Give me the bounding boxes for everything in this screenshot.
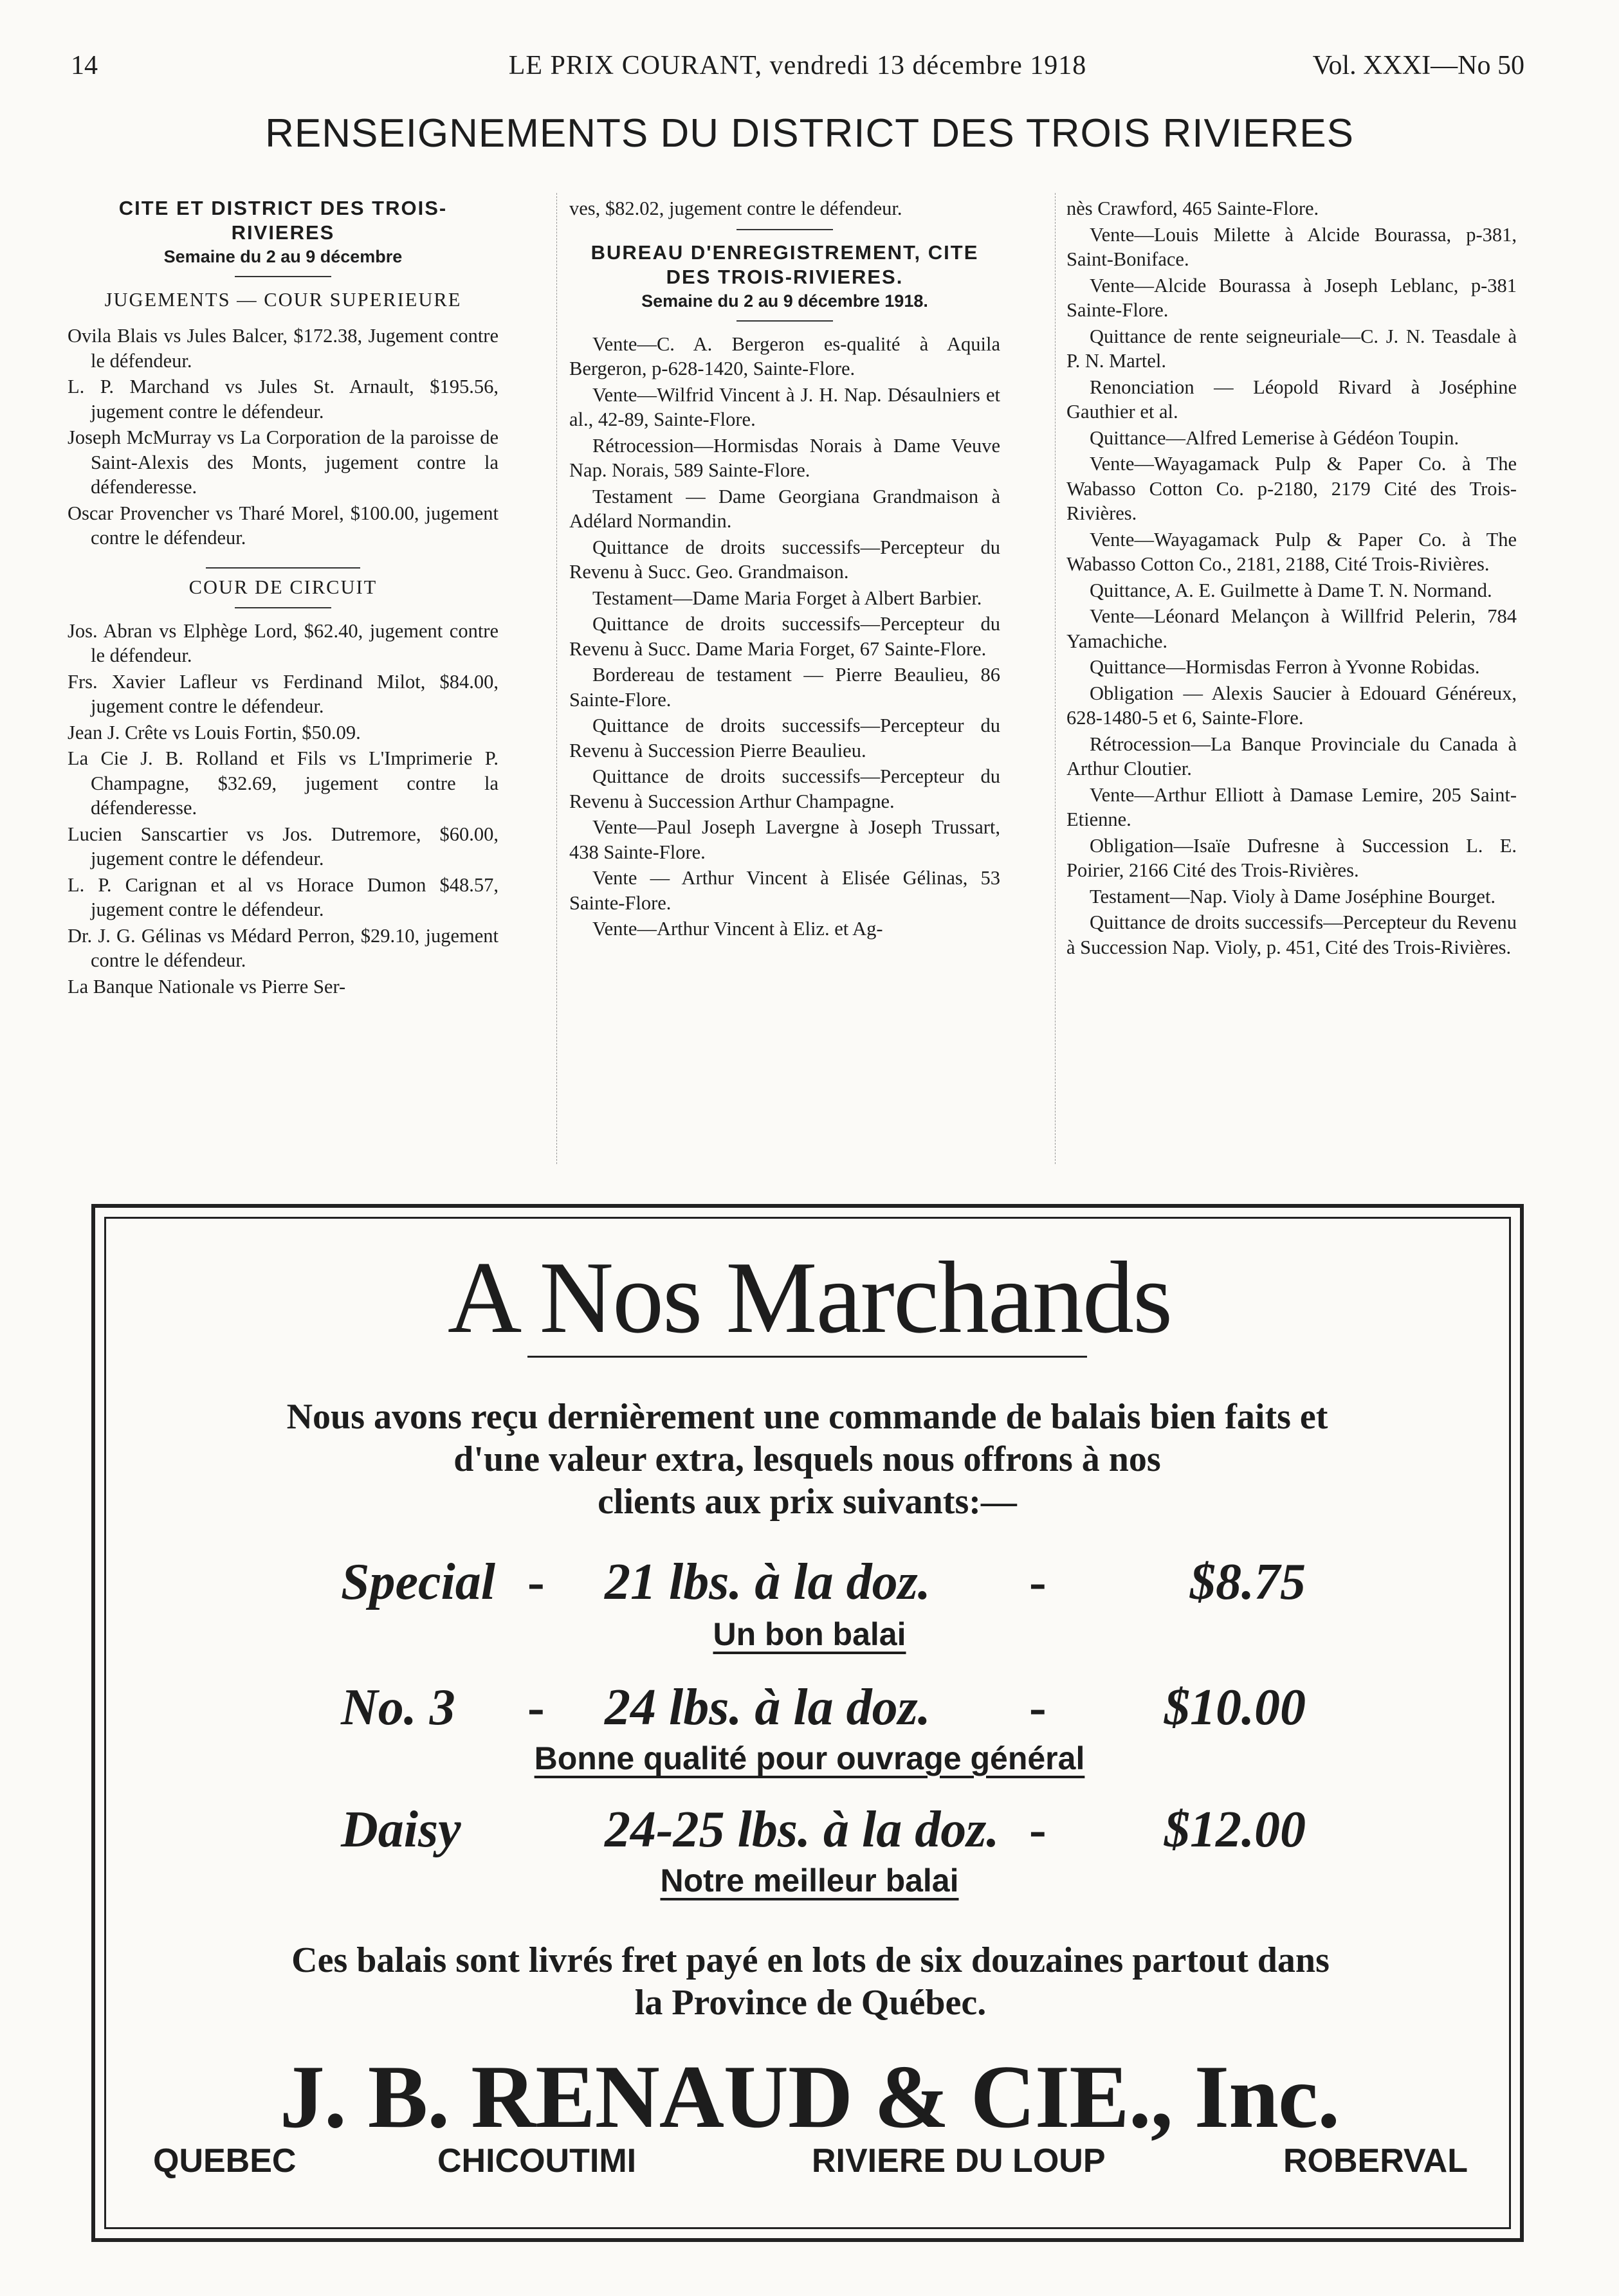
separator-dash: -	[527, 1679, 545, 1736]
column-divider	[556, 193, 557, 1164]
list-item: Lucien Sanscartier vs Jos. Dutremore, $60.00, jugement contre le défendeur.	[68, 823, 499, 870]
city-name: RIVIERE DU LOUP	[812, 2142, 1106, 2180]
city-name: QUEBEC	[153, 2142, 297, 2180]
list-item: Vente—Paul Joseph Lavergne à Joseph Trussart, 438 Sainte-Flore.	[569, 816, 1000, 863]
price-row	[302, 1801, 1306, 1865]
ad-footer-line: la Province de Québec.	[634, 1983, 987, 2023]
product-name: No. 3	[341, 1679, 455, 1736]
list-item: Renonciation — Léopold Rivard à Joséphine Gauthier et al.	[1066, 376, 1517, 423]
ad-intro-line: clients aux prix suivants:—	[598, 1482, 1017, 1522]
product-description	[0, 1616, 1619, 1653]
list-item: Obligation—Isaïe Dufresne à Succession L. E. Poirier, 2166 Cité des Trois-Rivières.	[1066, 834, 1517, 881]
company-name: J. B. RENAUD & CIE., Inc.	[279, 2047, 1340, 2147]
column-1	[68, 196, 499, 1000]
list-item: Jos. Abran vs Elphège Lord, $62.40, jugement contre le défendeur.	[68, 619, 499, 666]
separator-dash: -	[1029, 1801, 1047, 1858]
list-item: Rétrocession—La Banque Provinciale du Canada à Arthur Cloutier.	[1066, 733, 1517, 779]
list-item: Vente—Alcide Bourassa à Joseph Leblanc, p-381 Sainte-Flore.	[1066, 274, 1517, 321]
list-item: Vente—C. A. Bergeron es-qualité à Aquila Bergeron, p-628-1420, Sainte-Flore.	[569, 333, 1000, 379]
ad-intro-line: Nous avons reçu dernièrement une commande de balais bien faits et	[286, 1397, 1328, 1437]
list-item: Quittance de droits successifs—Percepteur du Revenu à Succession Pierre Beaulieu.	[569, 715, 1000, 761]
list-item: Obligation — Alexis Saucier à Edouard Généreux, 628-1480-5 et 6, Sainte-Flore.	[1066, 682, 1517, 729]
column-3	[1066, 196, 1517, 961]
list-item: Vente—Léonard Melançon à Willfrid Pelerin, 784 Yamachiche.	[1066, 605, 1517, 652]
list-item: Vente—Wayagamack Pulp & Paper Co. à The Wabasso Cotton Co., 2181, 2188, Cité Trois-Rivières.	[1066, 528, 1517, 575]
price-row	[302, 1553, 1306, 1617]
list-item: Dr. J. G. Gélinas vs Médard Perron, $29.10, jugement contre le défendeur.	[68, 924, 499, 971]
list-item: Quittance de rente seigneuriale—C. J. N. Teasdale à P. N. Martel.	[1066, 325, 1517, 372]
list-item: Quittance—Hormisdas Ferron à Yvonne Robidas.	[1090, 656, 1480, 678]
product-description	[0, 1862, 1619, 1899]
divider	[235, 607, 331, 608]
divider	[736, 320, 833, 322]
product-weight: 24 lbs. à la doz.	[605, 1679, 931, 1736]
list-item: Quittance de droits successifs—Percepteur du Revenu à Succ. Dame Maria Forget, 67 Sainte-Flore.	[569, 613, 1000, 660]
list-item: La Cie J. B. Rolland et Fils vs L'Imprimerie P. Champagne, $32.69, jugement contre la défenderesse.	[68, 747, 499, 819]
page-number: 14	[71, 51, 98, 80]
product-description	[0, 1740, 1619, 1777]
product-price: $10.00	[1164, 1679, 1306, 1736]
subheading: COUR DE CIRCUIT	[188, 576, 378, 598]
list-item: Testament—Dame Maria Forget à Albert Barbier.	[592, 587, 982, 609]
subheading: JUGEMENTS — COUR SUPERIEURE	[104, 289, 462, 311]
list-item: L. P. Marchand vs Jules St. Arnault, $195.56, jugement contre le défendeur.	[68, 376, 499, 423]
list-item: Vente — Arthur Vincent à Elisée Gélinas, 53 Sainte-Flore.	[569, 867, 1000, 914]
product-description-text: Bonne qualité pour ouvrage général	[534, 1740, 1085, 1776]
product-description-text: Un bon balai	[713, 1616, 906, 1652]
page-title: RENSEIGNEMENTS DU DISTRICT DES TROIS RIVIERES	[265, 111, 1354, 156]
masthead: LE PRIX COURANT, vendredi 13 décembre 1918	[508, 51, 1087, 80]
list-item: Quittance, A. E. Guilmette à Dame T. N. Normand.	[1090, 579, 1492, 601]
list-item: Frs. Xavier Lafleur vs Ferdinand Milot, $84.00, jugement contre le défendeur.	[68, 670, 499, 717]
list-item: Oscar Provencher vs Tharé Morel, $100.00, jugement contre le défendeur.	[68, 502, 499, 549]
ad-title-rule	[527, 1356, 1087, 1358]
ad-intro	[122, 1396, 1492, 1523]
product-name: Special	[341, 1554, 495, 1610]
section-heading: BUREAU D'ENREGISTREMENT, CITE DES TROIS-RIVIERES.	[590, 241, 979, 288]
list-item: Quittance de droits successifs—Percepteur du Revenu à Succ. Geo. Grandmaison.	[569, 536, 1000, 583]
section-heading: CITE ET DISTRICT DES TROIS-RIVIERES	[118, 197, 448, 244]
list-item: Vente—Louis Milette à Alcide Bourassa, p-381, Saint-Boniface.	[1066, 223, 1517, 270]
page-header	[71, 50, 1524, 89]
volume-number: Vol. XXXI—No 50	[1312, 51, 1524, 80]
separator-dash: -	[1029, 1679, 1047, 1736]
ad-footer-text	[135, 1939, 1486, 2024]
list-item: Testament — Dame Georgiana Grandmaison à Adélard Normandin.	[569, 485, 1000, 532]
list-item: Vente—Arthur Vincent à Eliz. et Ag-	[592, 918, 883, 940]
price-row	[302, 1679, 1306, 1743]
separator-dash: -	[527, 1554, 545, 1610]
section-dates: Semaine du 2 au 9 décembre	[163, 247, 403, 266]
product-description-text: Notre meilleur balai	[660, 1863, 959, 1899]
separator-dash: -	[1029, 1554, 1047, 1610]
list-item: Jean J. Crête vs Louis Fortin, $50.09.	[68, 721, 361, 743]
column-divider	[1055, 193, 1056, 1164]
ad-footer-line: Ces balais sont livrés fret payé en lots de six douzaines partout dans	[291, 1940, 1330, 1980]
list-item: Vente—Arthur Elliott à Damase Lemire, 205 Saint-Etienne.	[1066, 783, 1517, 830]
column-2	[569, 196, 1000, 943]
continued-text: ves, $82.02, jugement contre le défendeur.	[569, 197, 902, 219]
list-item: Quittance—Alfred Lemerise à Gédéon Toupin.	[1090, 426, 1459, 449]
list-item: Quittance de droits successifs—Percepteur du Revenu à Succession Arthur Champagne.	[569, 765, 1000, 812]
ad-intro-line: d'une valeur extra, lesquels nous offrons à nos	[453, 1439, 1161, 1479]
product-price: $12.00	[1164, 1801, 1306, 1858]
ad-title: A Nos Marchands	[447, 1240, 1172, 1354]
divider	[206, 567, 360, 569]
list-item: Rétrocession—Hormisdas Norais à Dame Veuve Nap. Norais, 589 Sainte-Flore.	[569, 434, 1000, 481]
product-price: $8.75	[1190, 1554, 1306, 1610]
list-item: Ovila Blais vs Jules Balcer, $172.38, Jugement contre le défendeur.	[68, 325, 499, 372]
product-weight: 24-25 lbs. à la doz.	[605, 1801, 1000, 1858]
list-item: Quittance de droits successifs—Percepteur du Revenu à Succession Nap. Violy, p. 451, Cité des Trois-Rivières.	[1066, 911, 1517, 958]
section-dates: Semaine du 2 au 9 décembre 1918.	[641, 291, 928, 311]
divider	[235, 276, 331, 277]
product-weight: 21 lbs. à la doz.	[605, 1554, 931, 1610]
list-item: Vente—Wayagamack Pulp & Paper Co. à The Wabasso Cotton Co. p-2180, 2179 Cité des Trois-Rivières.	[1066, 453, 1517, 524]
continued-text: nès Crawford, 465 Sainte-Flore.	[1066, 197, 1319, 219]
list-item: Vente—Wilfrid Vincent à J. H. Nap. Désaulniers et al., 42-89, Sainte-Flore.	[569, 383, 1000, 430]
divider	[736, 229, 833, 230]
list-item: L. P. Carignan et al vs Horace Dumon $48.57, jugement contre le défendeur.	[68, 873, 499, 920]
list-item: Testament—Nap. Violy à Dame Joséphine Bourget.	[1090, 885, 1496, 907]
city-name: ROBERVAL	[1283, 2142, 1468, 2180]
list-item: La Banque Nationale vs Pierre Ser-	[68, 975, 346, 998]
list-item: Joseph McMurray vs La Corporation de la paroisse de Saint-Alexis des Monts, jugement contre la défenderesse.	[68, 426, 499, 498]
list-item: Bordereau de testament — Pierre Beaulieu, 86 Sainte-Flore.	[569, 664, 1000, 711]
city-name: CHICOUTIMI	[437, 2142, 637, 2180]
product-name: Daisy	[341, 1801, 461, 1858]
